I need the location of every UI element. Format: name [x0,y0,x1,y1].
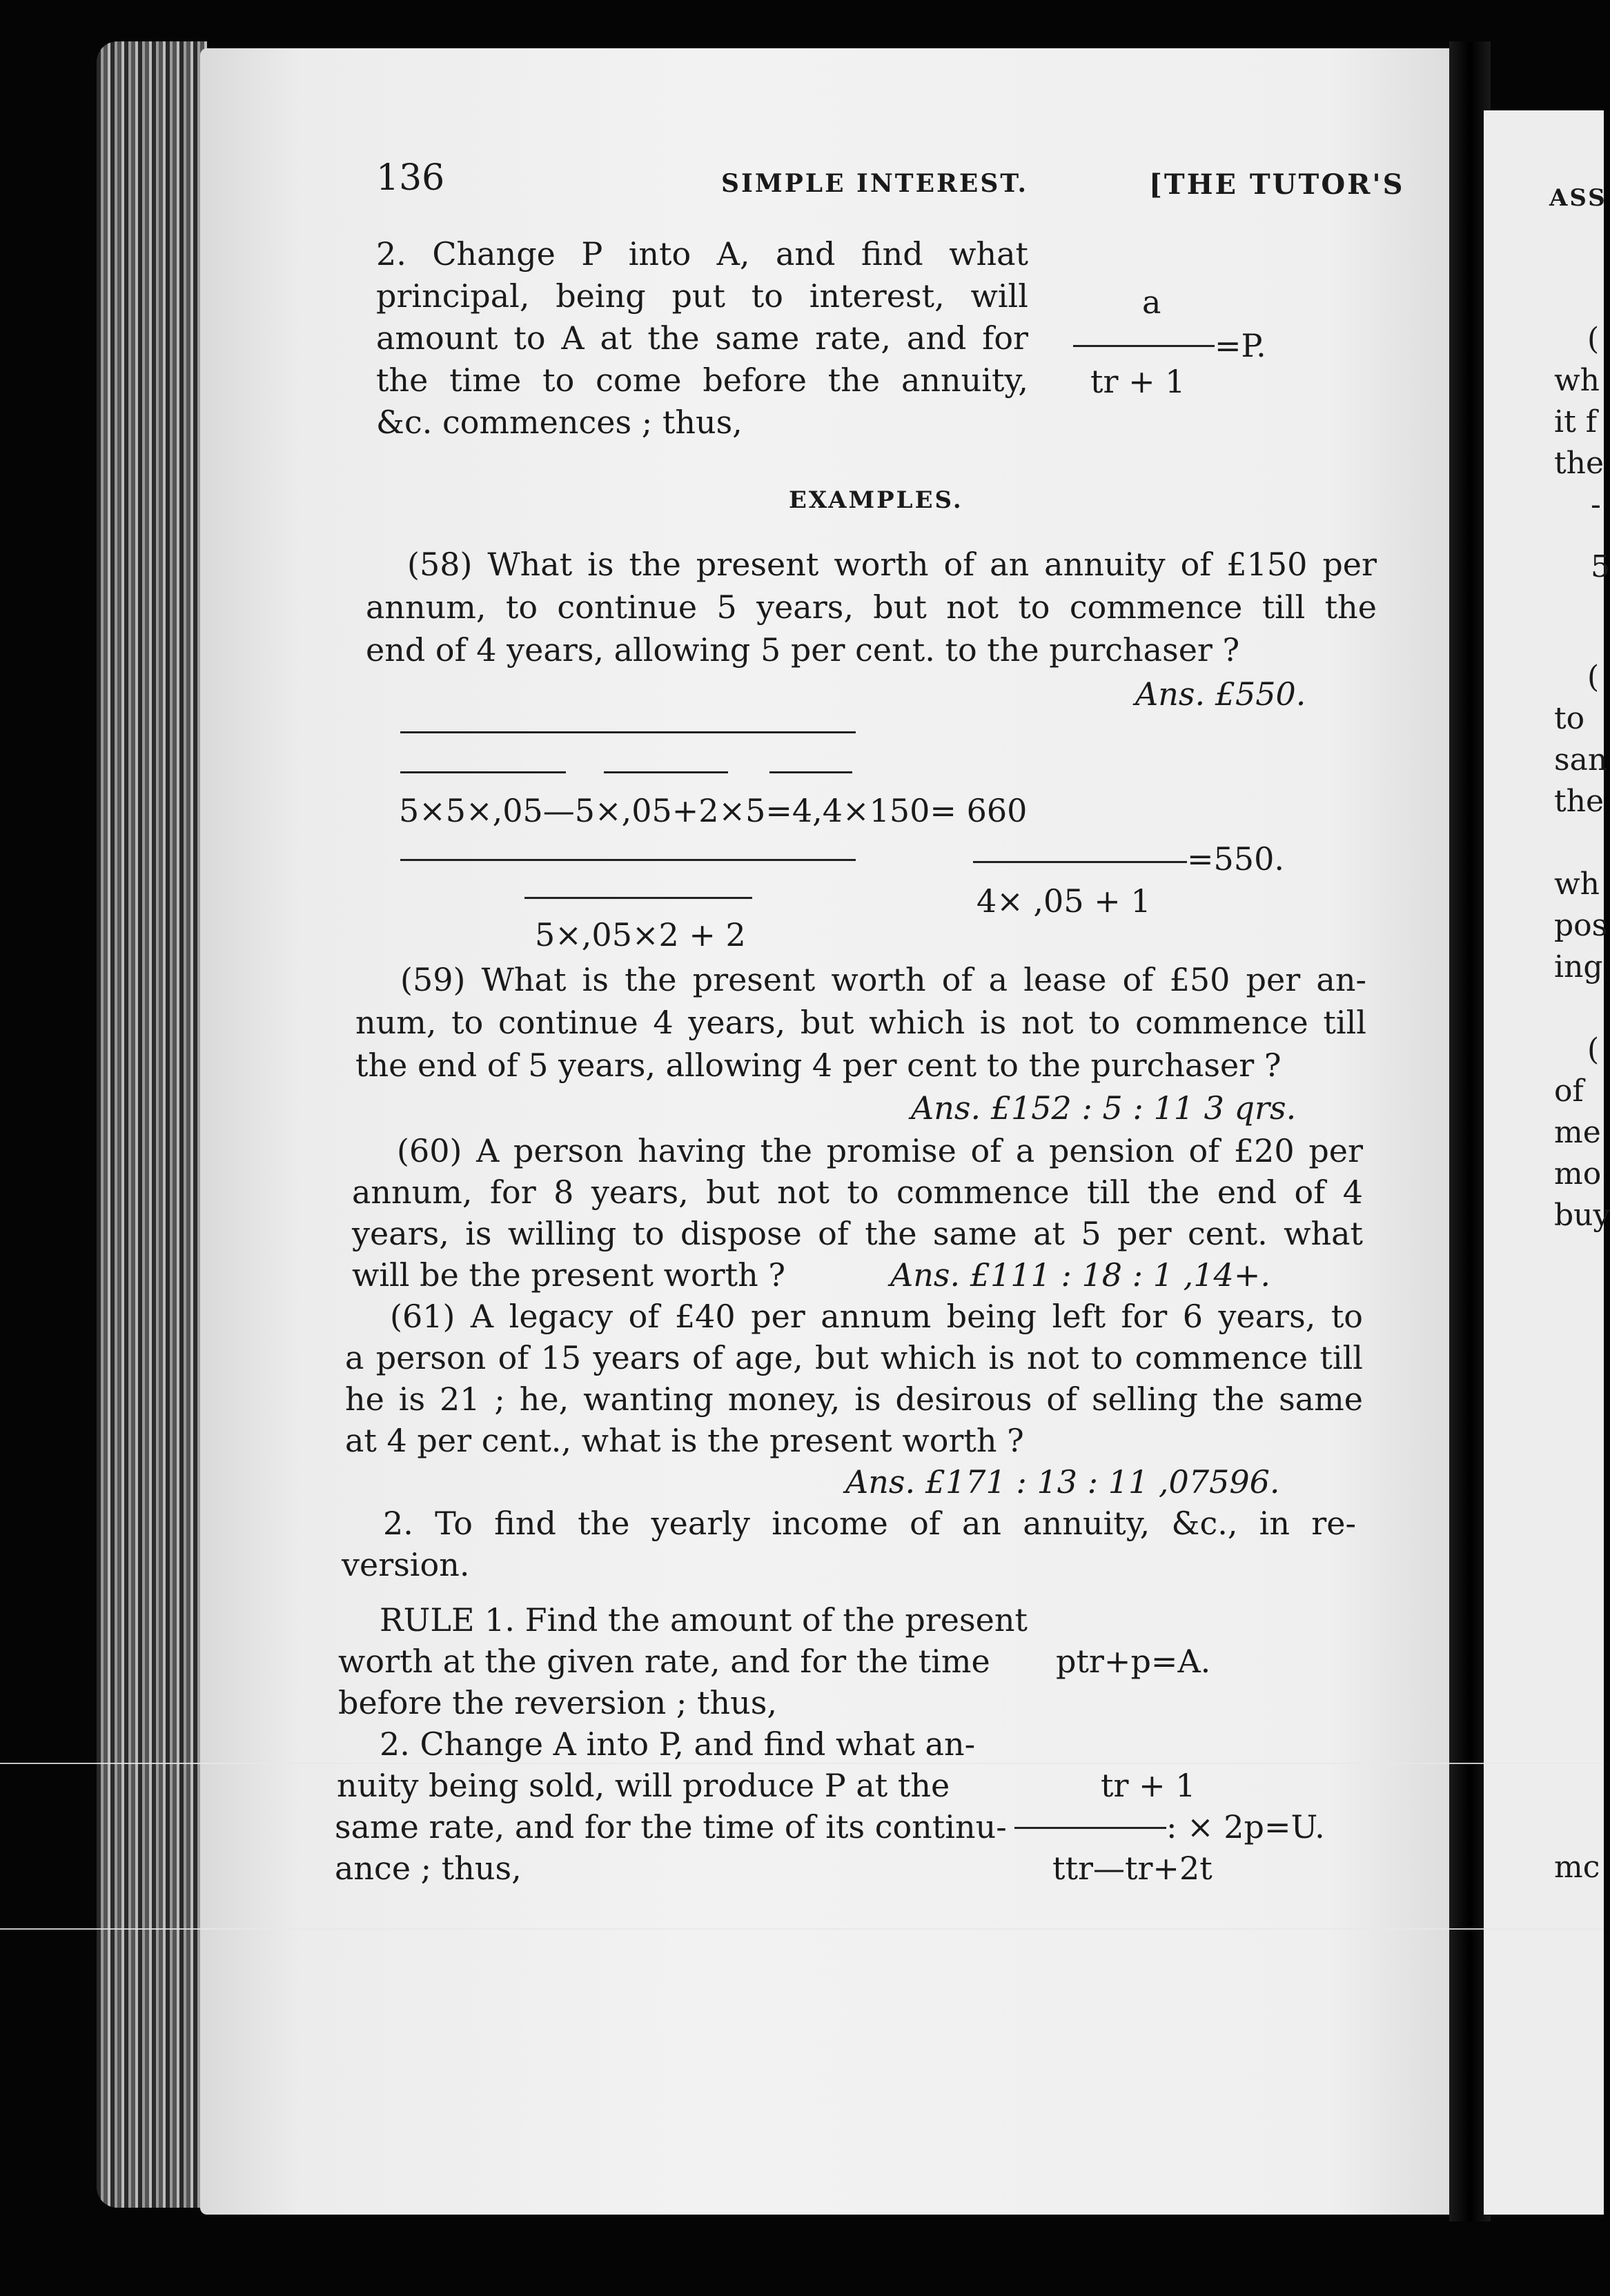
formula58-denominator-right: 4× ,05 + 1 [976,882,1151,920]
facing-fragment: ( [1587,1032,1600,1067]
facing-fragment: me [1554,1115,1601,1150]
rule2b-formula-numerator: tr + 1 [1101,1767,1196,1804]
rule2b-line-4: ance ; thus, [335,1850,522,1887]
ex59-line-3: the end of 5 years, allowing 4 per cent to the purchaser ? [355,1047,1282,1084]
rule1-line-3: before the reversion ; thus, [338,1684,777,1721]
ex61-answer: Ans. £171 : 13 : 11 ,07596. [845,1463,1280,1501]
fraction-bar [1014,1827,1166,1829]
fraction-bar [973,861,1187,863]
facing-fragment: ( [1587,660,1600,695]
ex58-answer: Ans. £550. [1135,675,1306,713]
ex61-line-3: he is 21 ; he, wanting money, is desirous of selling the same [345,1380,1363,1418]
ex60-line-3: years, is willing to dispose of the same at 5 per cent. what [352,1215,1363,1252]
overbar [400,731,856,733]
facing-fragment: mc [1554,1850,1600,1885]
formula58-main: 5×5×,05—5×,05+2×5=4,4×150= 660 [399,792,1028,829]
fraction-bar [1073,345,1215,347]
formula-denominator: tr + 1 [1090,363,1186,400]
facing-fragment: mo [1554,1156,1602,1191]
ex59-line-1: (59) What is the present worth of a lease of £50 per an- [400,961,1366,998]
rule2b-formula-eq: : × 2p=U. [1166,1808,1325,1845]
facing-fragment: ( [1587,321,1600,357]
formula58-result: =550. [1187,840,1284,878]
facing-fragment: san [1554,742,1608,778]
rule1-line-1: RULE 1. Find the amount of the present [380,1601,1028,1639]
book-page-edges [97,41,207,2208]
formula58-denominator-left: 5×,05×2 + 2 [535,916,746,953]
ex61-line-4: at 4 per cent., what is the present worth ? [345,1422,1024,1459]
facing-fragment: - [1591,487,1601,522]
ex61-line-2: a person of 15 years of age, but which is not to commence till [345,1339,1363,1376]
facing-fragment: of [1554,1073,1584,1109]
rule1-formula: ptr+p=A. [1056,1643,1211,1680]
rule2b-line-1: 2. Change A into P, and find what an- [380,1725,976,1763]
case2-line-1: 2. To find the yearly income of an annuity, &c., in re- [383,1505,1356,1542]
rule1-line-2: worth at the given rate, and for the time [338,1643,990,1680]
ex58-line-1: (58) What is the present worth of an annuity of £150 per [407,546,1377,583]
ex60-line-1: (60) A person having the promise of a pension of £20 per [397,1132,1363,1169]
overbar [524,897,752,899]
facing-fragment: it f [1554,404,1598,439]
ex60-line-2: annum, for 8 years, but not to commence till the end of 4 [352,1174,1363,1211]
facing-fragment: the [1554,784,1604,819]
rule2b-formula-denominator: ttr—tr+2t [1052,1850,1213,1887]
examples-heading: EXAMPLES. [789,486,963,514]
running-title: SIMPLE INTEREST. [721,169,1029,198]
ex58-line-3: end of 4 years, allowing 5 per cent. to the purchaser ? [366,631,1240,669]
ex59-line-2: num, to continue 4 years, but which is not to commence till [355,1004,1366,1041]
rule2-line-5: &c. commences ; thus, [376,404,743,441]
ex59-answer: Ans. £152 : 5 : 11 3 qrs. [911,1089,1297,1127]
rule2-line-2: principal, being put to interest, will [376,277,1028,315]
page-number: 136 [376,157,445,199]
case2-line-2: version. [342,1546,470,1583]
rule2-line-1: 2. Change P into A, and find what [376,235,1028,273]
formula-equals: =P. [1215,327,1266,364]
rule2b-line-2: nuity being sold, will produce P at the [337,1767,950,1804]
facing-fragment: to [1554,701,1585,736]
overbar [400,771,566,773]
facing-fragment: pos [1554,908,1608,943]
running-title-right: [THE TUTOR'S [1149,168,1405,201]
scan-artifact [0,1763,1604,1764]
overbar [769,771,852,773]
overbar [604,771,728,773]
ex58-line-2: annum, to continue 5 years, but not to commence till the [366,588,1377,626]
facing-fragment: wh [1554,363,1600,398]
rule2b-line-3: same rate, and for the time of its continu- [335,1808,1007,1845]
rule2-line-4: the time to come before the annuity, [376,362,1028,399]
ex60-line-4: will be the present worth ? [352,1256,786,1294]
scan-artifact [0,1928,1604,1930]
overbar [400,859,856,861]
facing-fragment: the [1554,446,1604,481]
facing-fragment: 5 [1591,549,1610,584]
formula-numerator: a [1142,284,1161,321]
facing-fragment: ing [1554,949,1603,984]
facing-fragment: wh [1554,867,1600,902]
ex60-answer: Ans. £111 : 18 : 1 ,14+. [890,1256,1270,1294]
ex61-line-1: (61) A legacy of £40 per annum being left for 6 years, to [390,1298,1363,1335]
facing-fragment: buy [1554,1198,1610,1233]
facing-page-header: ASS [1549,184,1607,212]
rule2-line-3: amount to A at the same rate, and for [376,319,1028,357]
